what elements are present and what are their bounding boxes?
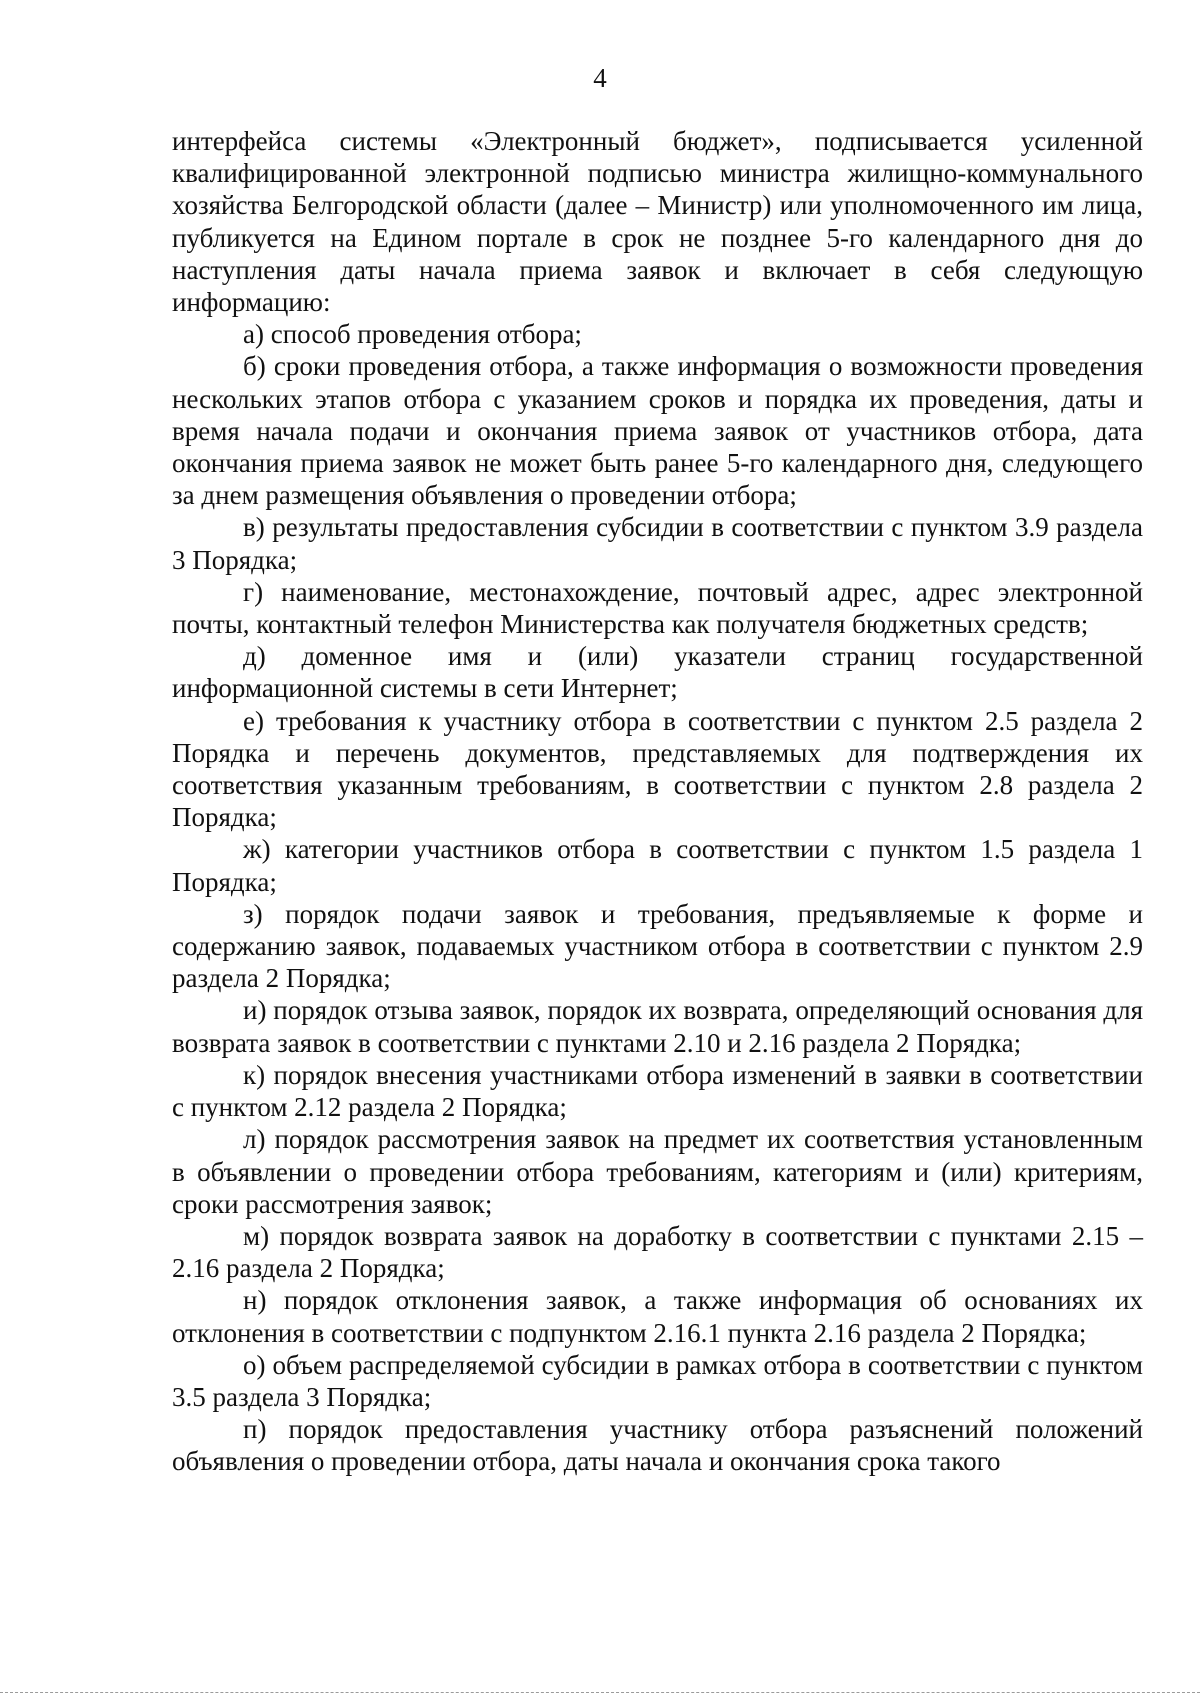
paragraph-intro: интерфейса системы «Электронный бюджет», подписывается усиленной квалифицированной электронной подписью министра жилищно-коммунального хозяйства Белгородской области (далее – Министр) или уполномоченного им лица, публикуется на Едином портале в срок не позднее 5-го календарного дня до наступления даты начала приема заявок и включает в себя следующую информацию:: [172, 126, 1143, 318]
list-item-d: д) доменное имя и (или) указатели страниц государственной информационной системы в сети Интернет;: [172, 641, 1143, 704]
scan-bottom-edge: [0, 1692, 1200, 1693]
list-item-z: з) порядок подачи заявок и требования, предъявляемые к форме и содержанию заявок, подаваемых участником отбора в соответствии с пунктом 2.9 раздела 2 Порядка;: [172, 898, 1143, 994]
list-item-o: о) объем распределяемой субсидии в рамках отбора в соответствии с пунктом 3.5 раздела 3 Порядка;: [172, 1349, 1143, 1412]
list-item-b: б) сроки проведения отбора, а также информация о возможности проведения нескольких этапов отбора с указанием сроков и порядка их проведения, даты и время начала подачи и окончания приема заявок от участников отбора, дата окончания приема заявок не может быть ранее 5-го календарного дня, следующего за днем размещения объявления о проведении отбора;: [172, 351, 1143, 511]
list-item-n: н) порядок отклонения заявок, а также информация об основаниях их отклонения в соответствии с подпунктом 2.16.1 пункта 2.16 раздела 2 Порядка;: [172, 1285, 1143, 1348]
page-number: 4: [593, 63, 607, 93]
list-item-a: а) способ проведения отбора;: [243, 319, 582, 350]
list-item-i: и) порядок отзыва заявок, порядок их возврата, определяющий основания для возврата заявок в соответствии с пунктами 2.10 и 2.16 раздела 2 Порядка;: [172, 995, 1143, 1058]
list-item-e: е) требования к участнику отбора в соответствии с пунктом 2.5 раздела 2 Порядка и перечень документов, представляемых для подтверждения их соответствия указанным требованиям, в соответствии с пунктом 2.8 раздела 2 Порядка;: [172, 705, 1143, 833]
list-item-l: л) порядок рассмотрения заявок на предмет их соответствия установленным в объявлении о проведении отбора требованиям, категориям и (или) критериям, сроки рассмотрения заявок;: [172, 1124, 1143, 1219]
list-item-v: в) результаты предоставления субсидии в соответствии с пунктом 3.9 раздела 3 Порядка;: [172, 512, 1143, 575]
list-item-k: к) порядок внесения участниками отбора изменений в заявки в соответствии с пунктом 2.12 раздела 2 Порядка;: [172, 1059, 1143, 1123]
list-item-g: г) наименование, местонахождение, почтовый адрес, адрес электронной почты, контактный телефон Министерства как получателя бюджетных средств;: [172, 576, 1143, 640]
list-item-zh: ж) категории участников отбора в соответствии с пунктом 1.5 раздела 1 Порядка;: [172, 834, 1143, 897]
document-body: [172, 125, 1143, 1478]
list-item-p: п) порядок предоставления участнику отбора разъяснений положений объявления о проведении отбора, даты начала и окончания срока такого: [172, 1414, 1143, 1477]
list-item-m: м) порядок возврата заявок на доработку в соответствии с пунктами 2.15 – 2.16 раздела 2 Порядка;: [172, 1220, 1143, 1284]
